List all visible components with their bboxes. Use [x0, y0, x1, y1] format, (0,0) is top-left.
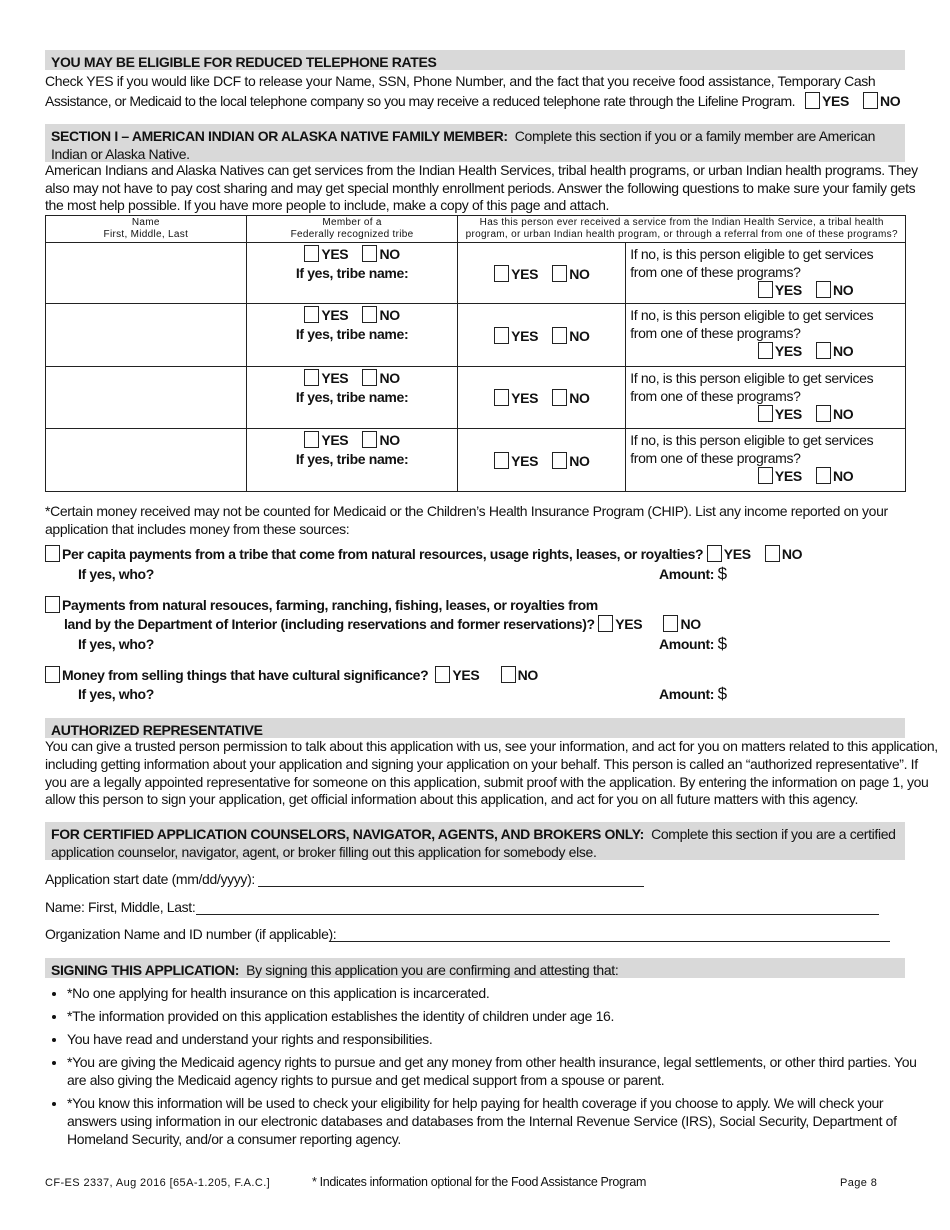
name-cell[interactable]: [46, 243, 247, 304]
no-label: NO: [379, 307, 400, 323]
member-cell: [246, 304, 458, 367]
tribe-table: [45, 215, 906, 492]
authorized-para: including getting information about your application and signing your application on your behalf. This person is called an “authorized representative”. If: [45, 756, 918, 772]
yes-label: YES: [822, 93, 849, 109]
checkbox[interactable]: [552, 327, 567, 344]
authorized-title: AUTHORIZED REPRESENTATIVE: [51, 722, 263, 738]
member-header: Member of a Federally recognized tribe: [246, 216, 458, 243]
signing-bullets: [45, 984, 917, 1153]
service-cell: [458, 243, 626, 304]
income-q2: Payments from natural resouces, farming, ranching, fishing, leases, or royalties from: [45, 596, 598, 613]
income-q3: Money from selling things that have cultural significance? YES NO: [45, 666, 538, 683]
yes-label: YES: [774, 406, 802, 422]
checkbox[interactable]: [494, 389, 509, 406]
checkbox[interactable]: [816, 281, 831, 298]
no-label: NO: [379, 246, 400, 262]
checkbox[interactable]: [304, 431, 319, 448]
no-label: NO: [569, 390, 590, 406]
no-label: NO: [379, 432, 400, 448]
signing-title: SIGNING THIS APPLICATION:: [51, 962, 240, 978]
checkbox[interactable]: [816, 342, 831, 359]
who-label: If yes, who?: [78, 636, 154, 652]
checkbox[interactable]: [362, 245, 377, 262]
checkbox[interactable]: [304, 245, 319, 262]
telephone-yes[interactable]: [805, 93, 849, 109]
section1-subtitle: Complete this section if you or a family member are American Indian or Alaska Native.: [51, 128, 876, 162]
no-label: NO: [833, 343, 854, 359]
yes-label: YES: [774, 343, 802, 359]
yes-label: YES: [511, 327, 539, 344]
eligible-cell: [626, 367, 906, 429]
no-label: NO: [569, 452, 590, 469]
member-cell: [246, 367, 458, 429]
table-row: [46, 243, 906, 304]
amount-field[interactable]: Amount: $: [659, 684, 727, 703]
checkbox[interactable]: [552, 265, 567, 282]
no-label: NO: [880, 93, 901, 109]
checkbox[interactable]: [362, 431, 377, 448]
checkbox[interactable]: [494, 327, 509, 344]
yes-label: YES: [321, 432, 349, 448]
signing-header: [45, 958, 905, 978]
yes-label: YES: [511, 452, 539, 469]
yes-label: YES: [774, 468, 802, 484]
start-date-label: Application start date (mm/dd/yyyy):: [45, 871, 255, 887]
tribe-name-label: If yes, tribe name:: [295, 389, 409, 405]
no-label: NO: [833, 406, 854, 422]
eligible-question: If no, is this person eligible to get services from one of these programs?: [630, 432, 874, 466]
who-label: If yes, who?: [78, 686, 154, 702]
checkbox[interactable]: [494, 265, 509, 282]
checkbox[interactable]: [863, 92, 878, 109]
bullet-item: • *No one applying for health insurance on this application is incarcerated.: [67, 984, 917, 1002]
form-number: CF-ES 2337, Aug 2016 [65A-1.205, F.A.C.]: [45, 1177, 271, 1189]
table-row: [46, 367, 906, 429]
bullet-item: • You have read and understand your rights and responsibilities.: [67, 1030, 917, 1048]
footer-note: * Indicates information optional for the Food Assistance Program: [312, 1175, 647, 1189]
no-label: NO: [569, 327, 590, 344]
telephone-no[interactable]: [863, 93, 900, 109]
name-cell[interactable]: [46, 304, 247, 367]
no-label: NO: [569, 265, 590, 282]
checkbox[interactable]: [552, 389, 567, 406]
yes-label: YES: [321, 246, 349, 262]
checkbox[interactable]: [758, 342, 773, 359]
section1-title: SECTION I – AMERICAN INDIAN OR ALASKA NATIVE FAMILY MEMBER:: [51, 128, 508, 144]
checkbox[interactable]: [805, 92, 820, 109]
service-cell: [458, 304, 626, 367]
eligible-cell: [626, 429, 906, 492]
yes-label: YES: [511, 390, 539, 406]
tribe-name-label: If yes, tribe name:: [295, 265, 409, 281]
income-q2b: land by the Department of Interior (including reservations and former reservations)? YES NO: [64, 616, 701, 632]
amount-field[interactable]: Amount: $: [659, 564, 727, 583]
table-row: [46, 304, 906, 367]
checkbox[interactable]: [304, 369, 319, 386]
authorized-para: allow this person to sign your application, get official information about this application, and act for you on all future matters with this agency.: [45, 791, 859, 807]
section1-para: American Indians and Alaska Natives can get services from the Indian Health Services, tribal health programs, or urban Indian health programs. They: [45, 162, 918, 178]
org-input[interactable]: [330, 941, 890, 942]
bullet-item: • *The information provided on this application establishes the identity of children under age 16.: [67, 1007, 917, 1025]
eligible-question: If no, is this person eligible to get services from one of these programs?: [630, 246, 874, 280]
page-number: Page 8: [840, 1177, 878, 1189]
telephone-text: Assistance, or Medicaid to the local telephone company so you may receive a reduced telephone rate through the Lifeline Program.: [45, 93, 796, 109]
income-q1: Per capita payments from a tribe that come from natural resources, usage rights, leases, or royalties? YES NO: [45, 545, 802, 562]
telephone-line2-row: [45, 92, 900, 109]
checkbox[interactable]: [304, 306, 319, 323]
no-label: NO: [379, 370, 400, 386]
certified-title: FOR CERTIFIED APPLICATION COUNSELORS, NAVIGATOR, AGENTS, AND BROKERS ONLY:: [51, 826, 644, 842]
name-header: Name First, Middle, Last: [46, 216, 247, 243]
section1-para: the most help possible. If you have more people to include, make a copy of this page and attach.: [45, 197, 610, 213]
checkbox[interactable]: [362, 306, 377, 323]
name-input[interactable]: [196, 914, 879, 915]
checkbox[interactable]: [45, 596, 60, 613]
tribe-name-label: If yes, tribe name:: [295, 451, 409, 467]
bullet-item: • *You know this information will be used to check your eligibility for help paying for health coverage if you choose to apply. We will check your answers using information in our electronic databases and databases from the Internal Revenue Service (IRS), Social Security, Department of Homeland Security, and/or a consumer reporting agency.: [67, 1094, 917, 1148]
bullet-item: • *You are giving the Medicaid agency rights to pursue and get any money from other health insurance, legal settlements, or other third parties. You are also giving the Medicaid agency rights to pursue and get medical support from a spouse or parent.: [67, 1053, 917, 1089]
checkbox[interactable]: [362, 369, 377, 386]
service-header: Has this person ever received a service from the Indian Health Service, a tribal health program, or urban Indian health program, or through a referral from one of these programs?: [458, 216, 906, 243]
checkbox[interactable]: [45, 545, 60, 562]
section1-header: [45, 124, 905, 162]
amount-field[interactable]: Amount: $: [659, 634, 727, 653]
checkbox[interactable]: [816, 405, 831, 422]
name-label: Name: First, Middle, Last:: [45, 899, 196, 915]
yes-label: YES: [321, 370, 349, 386]
eligible-question: If no, is this person eligible to get services from one of these programs?: [630, 370, 874, 404]
org-label: Organization Name and ID number (if applicable):: [45, 926, 337, 942]
income-intro: application that includes money from these sources:: [45, 521, 350, 537]
no-label: NO: [833, 468, 854, 484]
authorized-header: [45, 718, 905, 738]
name-cell[interactable]: [46, 367, 247, 429]
section1-para: also may not have to pay cost sharing and may get special monthly enrollment periods. Answer the following questions to make sure your family gets: [45, 180, 916, 196]
checkbox[interactable]: [758, 405, 773, 422]
eligible-question: If no, is this person eligible to get services from one of these programs?: [630, 307, 874, 341]
yes-label: YES: [511, 265, 539, 282]
checkbox[interactable]: [501, 666, 516, 683]
checkbox[interactable]: [816, 467, 831, 484]
checkbox[interactable]: [758, 281, 773, 298]
who-label: If yes, who?: [78, 566, 154, 582]
checkbox[interactable]: [598, 615, 613, 632]
signing-subtitle: By signing this application you are confirming and attesting that:: [246, 962, 619, 978]
income-intro: *Certain money received may not be counted for Medicaid or the Children’s Health Insurance Program (CHIP). List any income reported on your: [45, 503, 888, 519]
checkbox[interactable]: [765, 545, 780, 562]
member-cell: [246, 429, 458, 492]
checkbox[interactable]: [758, 467, 773, 484]
checkbox[interactable]: [435, 666, 450, 683]
member-cell: [246, 243, 458, 304]
checkbox[interactable]: [552, 452, 567, 469]
checkbox[interactable]: [707, 545, 722, 562]
telephone-text: Check YES if you would like DCF to release your Name, SSN, Phone Number, and the fact that you receive food assistance, Temporary Cash: [45, 73, 876, 89]
certified-subtitle: Complete this section if you are a certified application counselor, navigator, agent, or broker filling out this application for somebody else.: [51, 826, 896, 860]
service-cell: [458, 367, 626, 429]
no-label: NO: [833, 282, 854, 298]
certified-header: [45, 822, 905, 860]
start-date-input[interactable]: [258, 886, 644, 887]
telephone-header: [45, 50, 905, 70]
checkbox[interactable]: [663, 615, 678, 632]
yes-label: YES: [321, 307, 349, 323]
table-row: [46, 429, 906, 492]
yes-label: YES: [774, 282, 802, 298]
telephone-header-text: YOU MAY BE ELIGIBLE FOR REDUCED TELEPHONE RATES: [51, 54, 437, 70]
service-cell: [458, 429, 626, 492]
eligible-cell: [626, 243, 906, 304]
tribe-name-label: If yes, tribe name:: [295, 326, 409, 342]
checkbox[interactable]: [494, 452, 509, 469]
eligible-cell: [626, 304, 906, 367]
authorized-para: you are a legally appointed representative for someone on this application, submit proof with the application. By entering the information on page 1, you: [45, 774, 929, 790]
name-cell[interactable]: [46, 429, 247, 492]
authorized-para: You can give a trusted person permission to talk about this application with us, see your information, and act for you on matters related to this application,: [45, 738, 938, 754]
checkbox[interactable]: [45, 666, 60, 683]
